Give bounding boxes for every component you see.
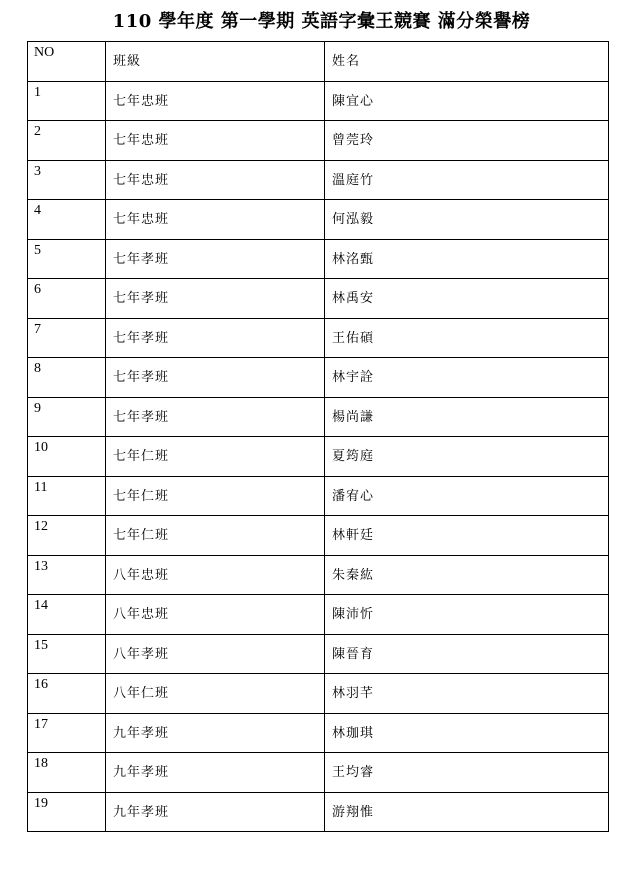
cell-name (325, 239, 609, 279)
student-name: 林洺甄 (332, 251, 375, 267)
student-name: 陳宜心 (332, 93, 375, 109)
student-name: 林宇詮 (332, 370, 375, 385)
table-row (28, 239, 609, 279)
table-row (28, 713, 609, 753)
class-name: 七年忠班 (113, 172, 170, 188)
student-name: 何泓毅 (332, 212, 375, 227)
row-number: 5 (34, 242, 41, 258)
cell-class (106, 121, 325, 161)
table-row (28, 160, 609, 200)
row-number: 9 (34, 400, 41, 416)
row-number: 11 (34, 479, 48, 495)
cell-no (28, 160, 106, 200)
cell-no (28, 397, 106, 437)
student-name: 游翔惟 (332, 804, 375, 820)
row-number: 18 (34, 756, 48, 771)
row-number: 6 (34, 282, 41, 297)
cell-class (106, 555, 325, 595)
cell-class (106, 595, 325, 635)
cell-class (106, 476, 325, 516)
student-name: 林軒廷 (332, 528, 375, 543)
student-name: 夏筠庭 (332, 449, 375, 464)
cell-class (106, 200, 325, 240)
student-name: 王均睿 (332, 765, 375, 780)
row-number: 2 (34, 124, 41, 139)
cell-class (106, 318, 325, 358)
header-cell-name (325, 42, 609, 82)
table-row (28, 318, 609, 358)
student-name: 林羽芊 (332, 686, 375, 701)
page-title: 110 學年度 第一學期 英語字彙王競賽 滿分榮譽榜 (112, 11, 531, 32)
cell-name (325, 634, 609, 674)
class-name: 八年忠班 (113, 607, 170, 622)
honor-roll-table (27, 41, 609, 832)
class-name: 八年忠班 (113, 567, 170, 583)
header-cell-class (106, 42, 325, 82)
student-name: 溫庭竹 (332, 172, 375, 188)
cell-class (106, 239, 325, 279)
row-number: 19 (34, 795, 48, 811)
table-row (28, 674, 609, 714)
cell-name (325, 397, 609, 437)
class-name: 九年孝班 (113, 804, 170, 820)
cell-class (106, 81, 325, 121)
row-number: 10 (34, 440, 48, 455)
cell-no (28, 476, 106, 516)
class-name: 七年仁班 (113, 488, 170, 504)
cell-no (28, 121, 106, 161)
cell-no (28, 81, 106, 121)
cell-name (325, 476, 609, 516)
cell-name (325, 516, 609, 556)
cell-class (106, 634, 325, 674)
table-row (28, 200, 609, 240)
cell-no (28, 437, 106, 477)
cell-name (325, 713, 609, 753)
table-row (28, 792, 609, 832)
cell-name (325, 318, 609, 358)
class-name: 八年仁班 (113, 686, 170, 701)
cell-no (28, 634, 106, 674)
cell-name (325, 81, 609, 121)
class-name: 七年忠班 (113, 212, 170, 227)
student-name: 陳晉育 (332, 646, 375, 662)
table-row (28, 595, 609, 635)
table-header-row (28, 42, 609, 82)
cell-class (106, 792, 325, 832)
table-row (28, 121, 609, 161)
table-row (28, 516, 609, 556)
cell-no (28, 555, 106, 595)
cell-no (28, 200, 106, 240)
class-name: 七年忠班 (113, 93, 170, 109)
table-row (28, 753, 609, 793)
cell-class (106, 358, 325, 398)
cell-no (28, 318, 106, 358)
student-name: 朱秦紘 (332, 567, 375, 583)
student-name: 林禹安 (332, 291, 375, 306)
row-number: 17 (34, 716, 48, 732)
row-number: 13 (34, 558, 48, 574)
class-name: 七年仁班 (113, 449, 170, 464)
cell-no (28, 595, 106, 635)
cell-name (325, 753, 609, 793)
class-name: 八年孝班 (113, 646, 170, 662)
row-number: 8 (34, 361, 41, 376)
cell-class (106, 674, 325, 714)
class-name: 九年孝班 (113, 765, 170, 780)
row-number: 4 (34, 203, 41, 218)
cell-class (106, 279, 325, 319)
student-name: 王佑碩 (332, 330, 375, 346)
header-cell-no (28, 42, 106, 82)
cell-name (325, 279, 609, 319)
student-name: 曾莞玲 (332, 133, 375, 148)
class-name: 七年忠班 (113, 133, 170, 148)
class-name: 七年仁班 (113, 528, 170, 543)
table-row (28, 279, 609, 319)
class-name: 九年孝班 (113, 725, 170, 741)
cell-no (28, 516, 106, 556)
row-number: 14 (34, 598, 48, 613)
cell-class (106, 437, 325, 477)
cell-no (28, 239, 106, 279)
cell-name (325, 595, 609, 635)
table-row (28, 358, 609, 398)
cell-no (28, 358, 106, 398)
row-number: 16 (34, 677, 48, 692)
row-number: 7 (34, 321, 41, 337)
table-row (28, 634, 609, 674)
cell-name (325, 121, 609, 161)
cell-no (28, 674, 106, 714)
cell-class (106, 516, 325, 556)
cell-name (325, 160, 609, 200)
class-name: 七年孝班 (113, 291, 170, 306)
class-name: 七年孝班 (113, 409, 170, 425)
header-no-label: NO (34, 45, 55, 60)
student-name: 林珈琪 (332, 725, 375, 741)
table-body (28, 81, 609, 832)
row-number: 3 (34, 163, 41, 179)
cell-name (325, 358, 609, 398)
row-number: 12 (34, 519, 48, 534)
class-name: 七年孝班 (113, 330, 170, 346)
cell-no (28, 279, 106, 319)
cell-no (28, 753, 106, 793)
header-name-label: 姓名 (332, 54, 361, 69)
table-row (28, 437, 609, 477)
cell-class (106, 713, 325, 753)
table-row (28, 555, 609, 595)
cell-no (28, 792, 106, 832)
cell-no (28, 713, 106, 753)
cell-name (325, 555, 609, 595)
cell-name (325, 674, 609, 714)
header-class-label: 班級 (113, 54, 142, 69)
cell-class (106, 397, 325, 437)
row-number: 15 (34, 637, 48, 653)
cell-name (325, 437, 609, 477)
cell-name (325, 200, 609, 240)
table-row (28, 476, 609, 516)
cell-class (106, 753, 325, 793)
table-row (28, 397, 609, 437)
student-name: 陳沛忻 (332, 607, 375, 622)
class-name: 七年孝班 (113, 251, 170, 267)
student-name: 潘宥心 (332, 488, 375, 504)
student-name: 楊尚謙 (332, 409, 375, 425)
cell-name (325, 792, 609, 832)
cell-class (106, 160, 325, 200)
table-row (28, 81, 609, 121)
class-name: 七年孝班 (113, 370, 170, 385)
row-number: 1 (34, 84, 41, 100)
